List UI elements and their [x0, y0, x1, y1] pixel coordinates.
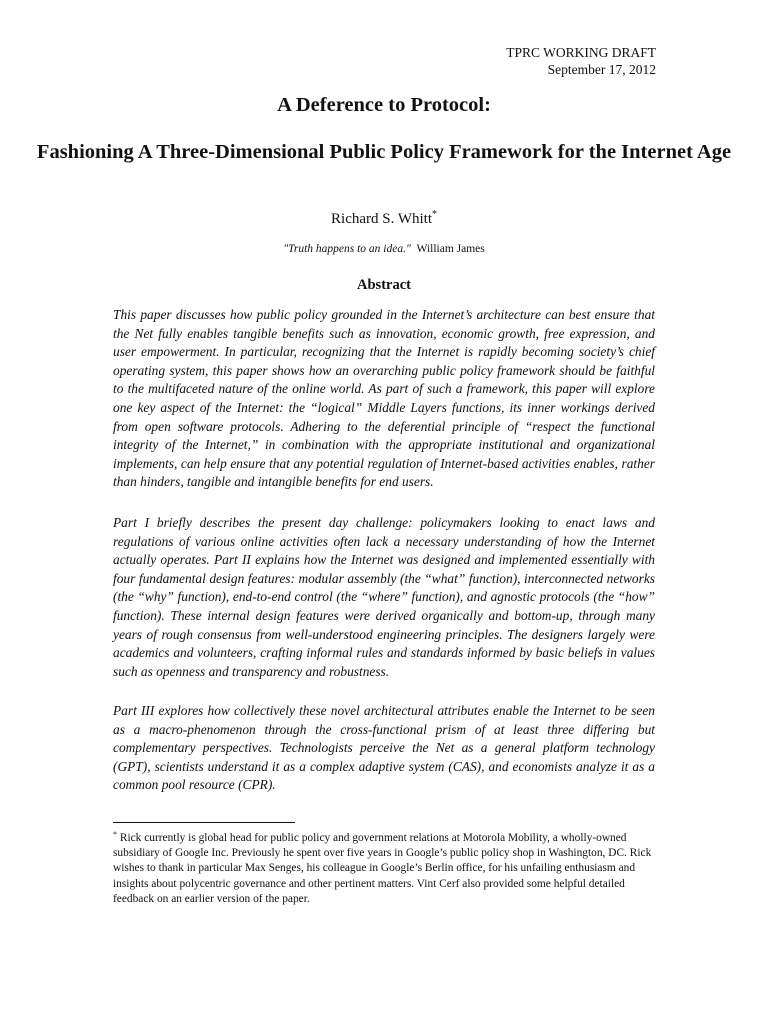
epigraph: [0, 242, 768, 256]
author-line: [0, 206, 768, 228]
footnote: [113, 827, 655, 907]
epigraph-attribution: William James: [416, 243, 485, 255]
paper-title: A Deference to Protocol:: [277, 94, 491, 116]
running-header: [506, 44, 656, 78]
author-name: Richard S. Whitt: [331, 211, 432, 227]
epigraph-quote: "Truth happens to an idea.": [283, 243, 411, 255]
draft-date: September 17, 2012: [547, 62, 656, 77]
paper-subtitle: [0, 139, 768, 165]
abstract-heading: Abstract: [357, 277, 411, 293]
footnote-divider: [113, 822, 295, 823]
abstract-paragraph: Part III explores how collectively these novel architectural attributes enable the Internet to be seen as a macro-phenomenon through the cross-functional prism of at least three differing but complementary perspectives. Technologists perceive the Net as a general platform technology (GPT), scientists understand it as a complex adaptive system (CAS), and economists analyze it as a common pool resource (CPR).: [113, 703, 655, 793]
paper-subtitle-text: Fashioning A Three-Dimensional Public Policy Framework for the Internet Age: [36, 141, 732, 163]
author-footnote-marker: *: [431, 209, 437, 220]
footnote-text: Rick currently is global head for public policy and government relations at Motorola Mobility, a wholly-owned subsidiary of Google Inc. Previously he spent over five years in Google’s public policy shop in Washington, DC. Rick wishes to thank in particular Max Senges, his colleague in Google’s Berlin office, for his unfailing enthusiasm and insights about polycentric governance and other pertinent matters. Vint Cerf also provided some helpful detailed feedback on an earlier version of the paper.: [113, 832, 652, 905]
footnote-marker: *: [113, 830, 117, 839]
abstract-paragraph: This paper discusses how public policy grounded in the Internet’s architecture can best ensure that the Net fully enables tangible benefits such as innovation, economic growth, free expression, and user empowerment. In particular, recognizing that the Internet is rapidly becoming society’s chief operating system, this paper shows how an overarching public policy framework should be faithful to the multifaceted nature of the online world. As part of such a framework, this paper will explore one key aspect of the Internet: the “logical” Middle Layers functions, its inner workings derived from open software protocols. Adhering to the deferential principle of “respect the functional integrity of the Internet,” in combination with the appropriate institutional and organizational implements, can help ensure that any potential regulation of Internet-based activities enables, rather than hinders, tangible and intangible benefits for end users.: [113, 307, 655, 490]
draft-label: TPRC WORKING DRAFT: [506, 45, 656, 60]
abstract-paragraph: Part I briefly describes the present day challenge: policymakers looking to enact laws and regulations of various online activities often lack a necessary understanding of how the Internet actually operates. Part II explains how the Internet was designed and implemented essentially with four fundamental design features: modular assembly (the “what” function), interconnected networks (the “why” function), end-to-end control (the “where” function), and agnostic protocols (the “how” function). These internal design features were derived organically and bottom-up, through many years of rough consensus from well-understood engineering principles. The designers largely were academics and volunteers, crafting informal rules and standards informed by basic beliefs in values such as openness and transparency and robustness.: [113, 515, 655, 679]
